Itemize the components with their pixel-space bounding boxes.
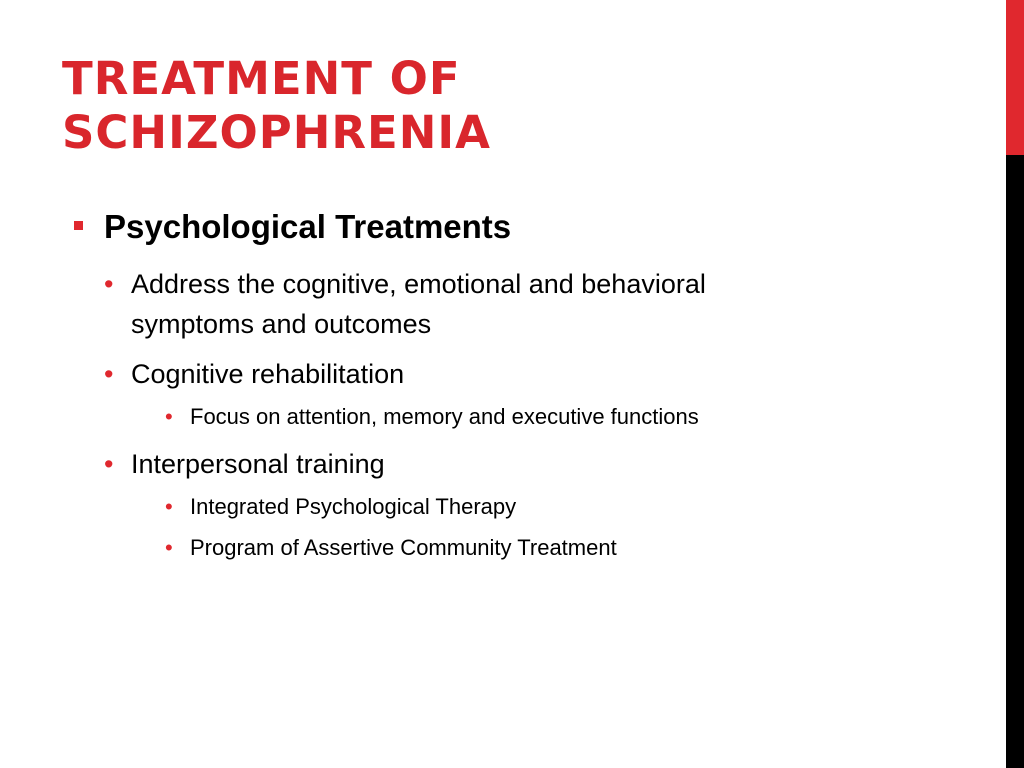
heading-bullet-text: Psychological Treatments: [104, 208, 512, 245]
list-item-text: Cognitive rehabilitation: [131, 359, 405, 389]
bullet-dot-icon: •: [104, 449, 114, 479]
bullet-dot-icon: •: [165, 494, 173, 519]
bullet-dot-icon: •: [104, 269, 114, 299]
sub-list-item-text: Program of Assertive Community Treatment: [190, 535, 617, 560]
side-accent-bar-black: [1006, 155, 1024, 768]
list-item-text: symptoms and outcomes: [131, 309, 432, 339]
slide-title-line-1: TREATMENT OF: [62, 52, 461, 105]
square-bullet-icon: [74, 221, 83, 230]
side-accent-bar-red: [1006, 0, 1024, 155]
bullet-dot-icon: •: [165, 535, 173, 560]
bullet-dot-icon: •: [104, 359, 114, 389]
list-item-text: Address the cognitive, emotional and behavioral: [131, 269, 706, 299]
bullet-dot-icon: •: [165, 404, 173, 429]
sub-list-item-text: Focus on attention, memory and executive functions: [190, 404, 699, 429]
sub-list-item-text: Integrated Psychological Therapy: [190, 494, 517, 519]
slide-title-line-2: SCHIZOPHRENIA: [62, 106, 491, 159]
list-item-text: Interpersonal training: [131, 449, 385, 479]
